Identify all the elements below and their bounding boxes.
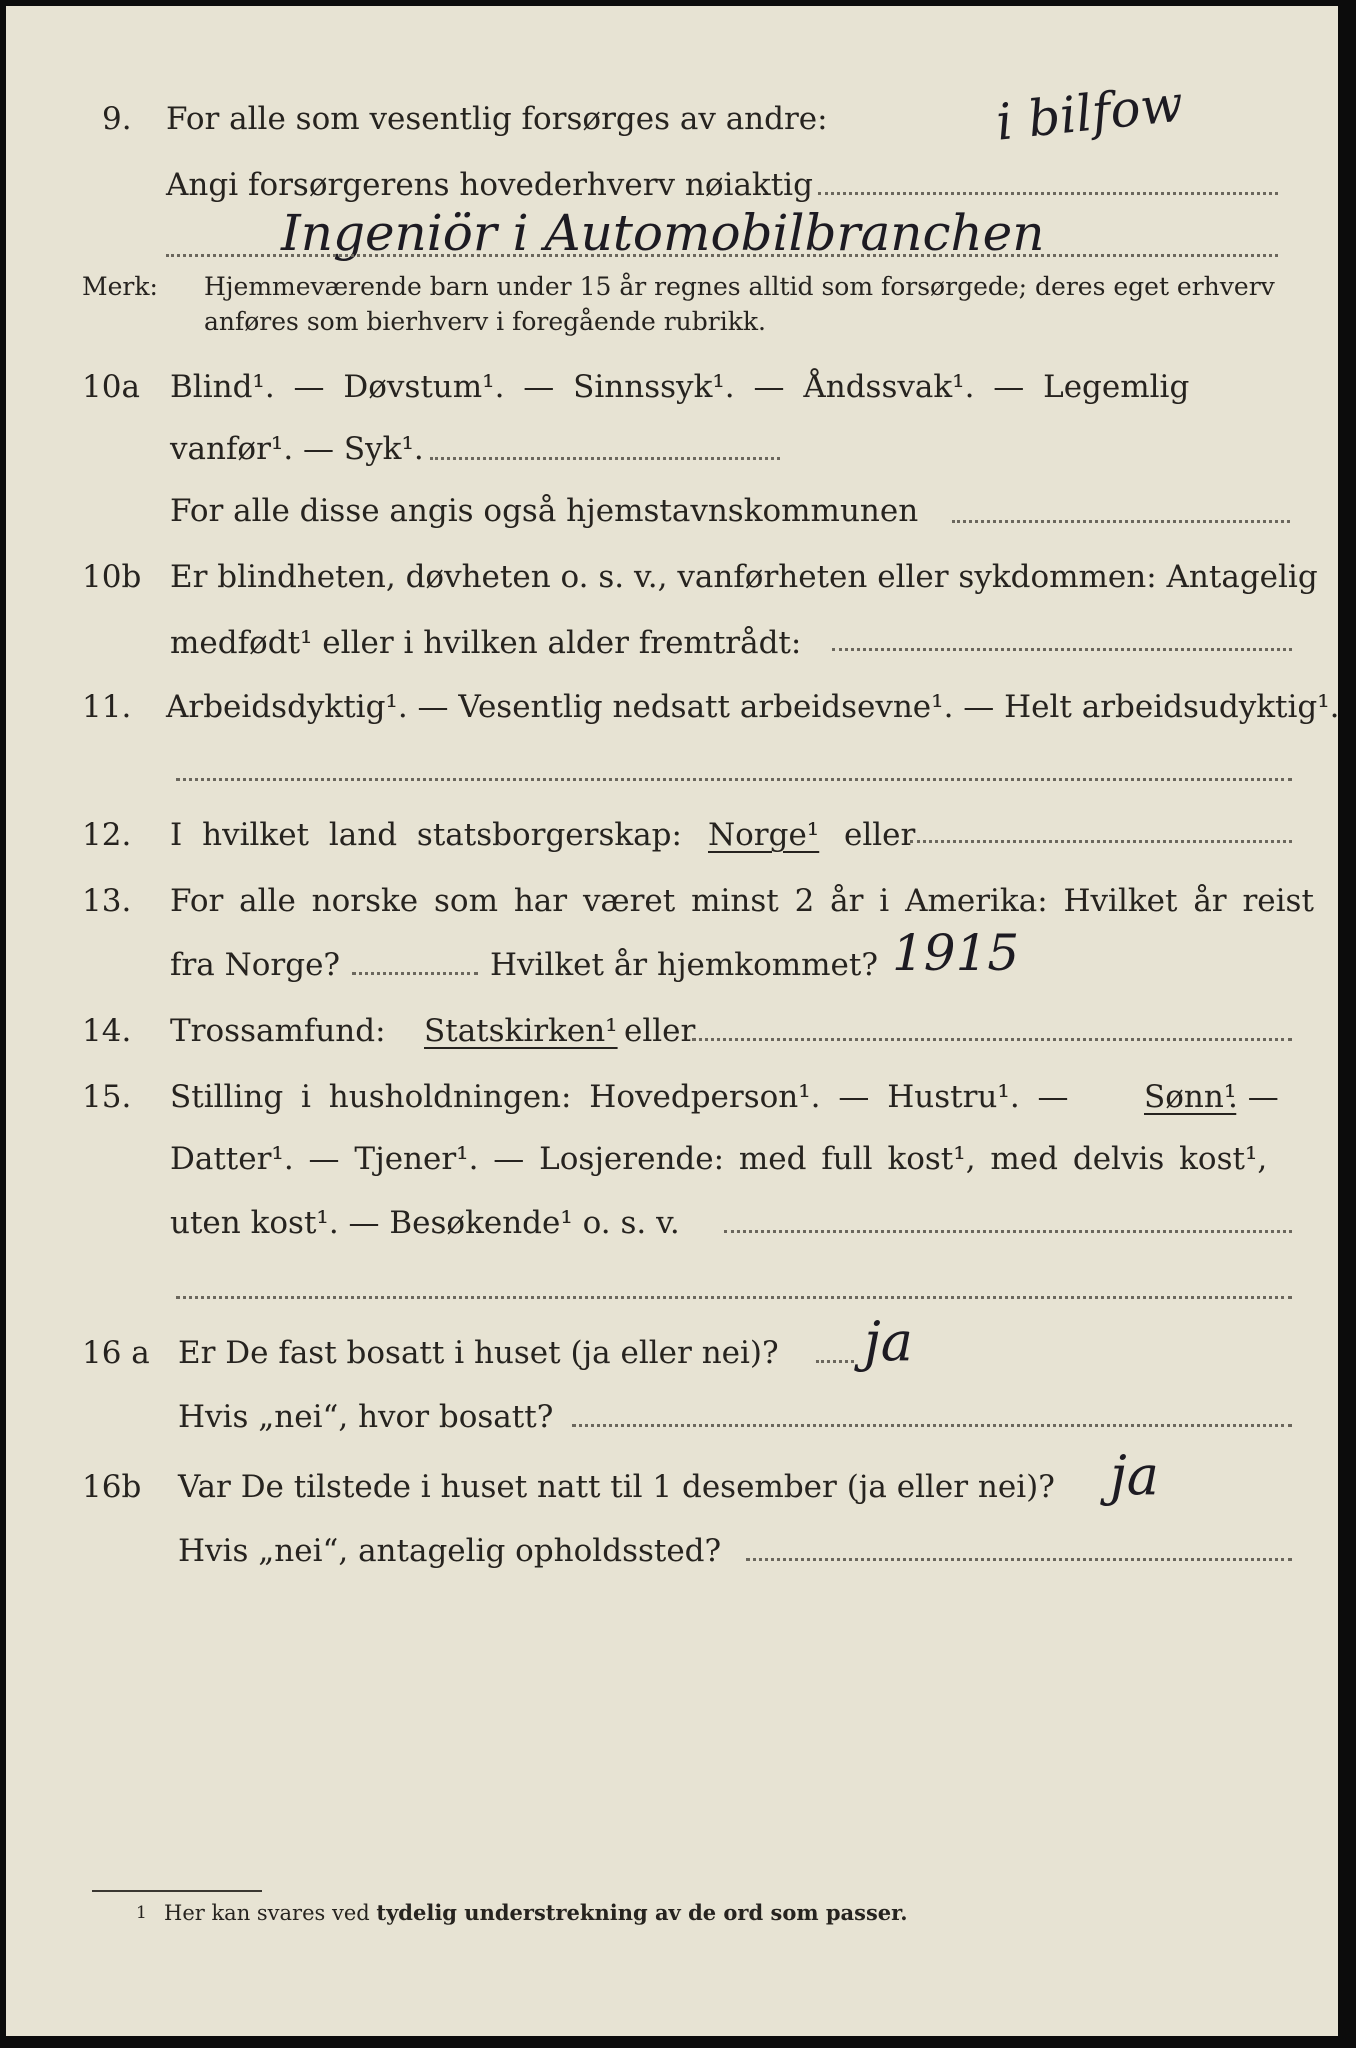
q16a-fill-line-1 bbox=[816, 1360, 854, 1363]
q10b-fill-line bbox=[832, 648, 1292, 651]
census-form-page bbox=[6, 6, 1338, 2036]
q10a-fill-line-2 bbox=[952, 520, 1290, 523]
q9-fill-line-2 bbox=[166, 254, 1278, 257]
q15-fill-line-2 bbox=[176, 1296, 1292, 1299]
merk-line2: anføres som bierhverv i foregående rubrikk. bbox=[204, 307, 766, 336]
item-number-16b: 16b bbox=[82, 1469, 142, 1505]
handwritten-q9-note: i bilfow bbox=[993, 74, 1186, 152]
item-number-15: 15. bbox=[82, 1079, 132, 1115]
footnote-mark: 1 bbox=[136, 1903, 147, 1923]
item-number-9: 9. bbox=[102, 101, 132, 137]
footnote-text-bold: tydelig understrekning av de ord som passer. bbox=[376, 1900, 908, 1925]
q11-fill-line bbox=[176, 778, 1292, 781]
q10b-line1: Er blindheten, døvheten o. s. v., vanførheten eller sykdommen: Antagelig bbox=[170, 559, 1318, 595]
q12-text-a: I hvilket land statsborgerskap: bbox=[170, 817, 682, 853]
q16b-line1: Var De tilstede i huset natt til 1 desember (ja eller nei)? bbox=[178, 1469, 1055, 1505]
handwritten-q16b-answer: ja bbox=[1110, 1444, 1159, 1507]
q10a-fill-line-1 bbox=[430, 457, 780, 460]
q10b-line2: medfødt¹ eller i hvilken alder fremtrådt: bbox=[170, 625, 802, 661]
handwritten-q9-answer: Ingeniör i Automobilbranchen bbox=[281, 204, 1045, 262]
q10a-line1: Blind¹. — Døvstum¹. — Sinnssyk¹. — Åndssvak¹. — Legemlig bbox=[170, 369, 1190, 405]
q14-selected-statskirken: Statskirken¹ bbox=[424, 1013, 618, 1049]
footnote-text-plain: Her kan svares ved bbox=[164, 1901, 370, 1925]
q12-text-c: eller bbox=[844, 817, 916, 853]
q14-text-c: eller bbox=[624, 1013, 696, 1049]
q11-line1: Arbeidsdyktig¹. — Vesentlig nedsatt arbeidsevne¹. — Helt arbeidsudyktig¹. bbox=[166, 689, 1340, 725]
q13-line1: For alle norske som har været minst 2 år i Amerika: Hvilket år reist bbox=[170, 883, 1314, 919]
handwritten-q16a-answer: ja bbox=[864, 1310, 913, 1373]
q12-selected-norge: Norge¹ bbox=[708, 817, 820, 853]
q15-line3: uten kost¹. — Besøkende¹ o. s. v. bbox=[170, 1205, 680, 1241]
q15-fill-line-1 bbox=[724, 1230, 1292, 1233]
q9-fill-line-1 bbox=[818, 192, 1278, 195]
item-number-11: 11. bbox=[82, 689, 132, 725]
q9-line1: For alle som vesentlig forsørges av andre: bbox=[166, 101, 828, 137]
footnote-text bbox=[164, 1900, 908, 1926]
q16b-line2: Hvis „nei“, antagelig opholdssted? bbox=[178, 1533, 722, 1569]
q14-fill-line bbox=[692, 1038, 1292, 1041]
q10a-line3: For alle disse angis også hjemstavnskommunen bbox=[170, 493, 919, 529]
q12-fill-line bbox=[910, 840, 1292, 843]
q9-line2: Angi forsørgerens hovederhverv nøiaktig bbox=[166, 167, 813, 203]
item-number-10a: 10a bbox=[82, 369, 140, 405]
item-number-13: 13. bbox=[82, 883, 132, 919]
q13-fill-line-1 bbox=[352, 972, 478, 975]
merk-line1: Hjemmeværende barn under 15 år regnes alltid som forsørgede; deres eget erhverv bbox=[204, 272, 1275, 301]
q15-line2: Datter¹. — Tjener¹. — Losjerende: med full kost¹, med delvis kost¹, bbox=[170, 1141, 1268, 1177]
footnote-rule bbox=[92, 1890, 262, 1892]
merk-label: Merk: bbox=[82, 272, 158, 301]
item-number-12: 12. bbox=[82, 817, 132, 853]
item-number-16a: 16 a bbox=[82, 1335, 150, 1371]
q15-line1-a: Stilling i husholdningen: Hovedperson¹. — Hustru¹. — bbox=[170, 1079, 1069, 1115]
q16a-line1: Er De fast bosatt i huset (ja eller nei)? bbox=[178, 1335, 779, 1371]
item-number-10b: 10b bbox=[82, 559, 142, 595]
q16a-fill-line-2 bbox=[572, 1424, 1292, 1427]
handwritten-q13-year: 1915 bbox=[892, 924, 1020, 982]
q10a-line2: vanfør¹. — Syk¹. bbox=[170, 431, 424, 467]
item-number-14: 14. bbox=[82, 1013, 132, 1049]
q15-line1-c: . — bbox=[1228, 1079, 1279, 1115]
q13-line2-b: Hvilket år hjemkommet? bbox=[490, 947, 878, 983]
q14-text-a: Trossamfund: bbox=[170, 1013, 386, 1049]
q13-line2-a: fra Norge? bbox=[170, 947, 341, 983]
q16b-fill-line bbox=[746, 1558, 1292, 1561]
q15-selected-sonn: Sønn¹ bbox=[1144, 1079, 1237, 1115]
q16a-line2: Hvis „nei“, hvor bosatt? bbox=[178, 1399, 554, 1435]
